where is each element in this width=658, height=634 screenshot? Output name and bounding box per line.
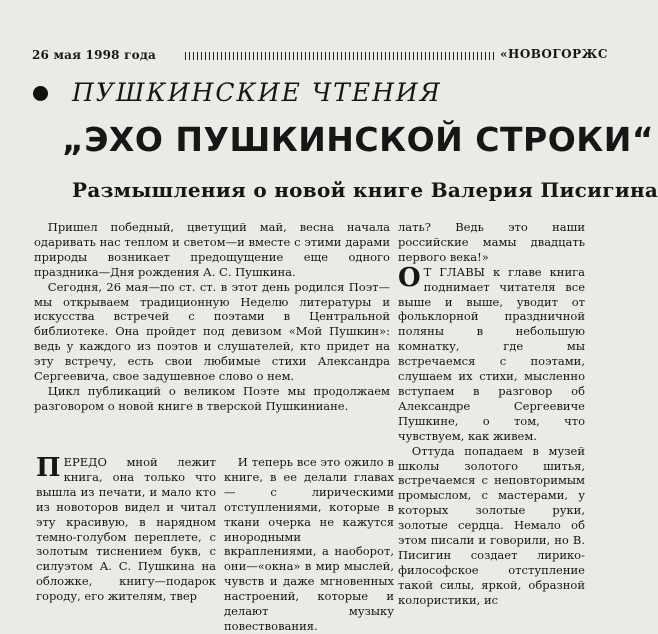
right-paragraph-1: лать? Ведь это наши российские мамы двадцать первого века!» xyxy=(398,220,585,264)
top-margin xyxy=(0,0,602,44)
right-paragraph-2-text: Т ГЛАВЫ к главе книга поднимает читателя все выше и выше, уводит от фольклорной праздничной поляны в небольшую комнатку, где мы встречаемся с поэтами, слушаем их стихи, мысленно вступаем в разговор об Александре Сергеевиче Пушкине, о том, что чувствуем, как живем. xyxy=(398,264,585,443)
article-title: „ЭХО ПУШКИНСКОЙ СТРОКИ“ xyxy=(62,120,655,159)
middle-body-paragraph: И теперь все это ожило в книге, в ее делали главах — с лирическими отступлениями, которые в ткани очерка не кажутся инородными вкраплениями, а наоборот, они—«окна» в мир мыслей, чувств и даже мгновенных настроений, которые и делают музыку повествования. xyxy=(224,455,394,633)
issue-date: 26 мая 1998 года xyxy=(32,48,157,62)
bullet-icon xyxy=(33,86,48,101)
left-body-column xyxy=(36,455,216,604)
middle-body-column xyxy=(224,455,394,634)
intro-paragraph-2: Сегодня, 26 мая—по ст. ст. в этот день родился Поэт— мы открываем традиционную Неделю литературы и искусства встречей с поэтами в Центральной библиотеке. Она пройдет под девизом «Мой Пушкин»: ведь у каждого из поэтов и слушателей, кто придет на эту встречу, есть свои любимые стихи Александра Сергеевича, свое задушевное слово о нем. xyxy=(34,279,390,384)
drop-cap-p: П xyxy=(36,453,61,483)
left-body-paragraph xyxy=(36,455,216,604)
section-rubric: ПУШКИНСКИЕ ЧТЕНИЯ xyxy=(72,78,442,107)
intro-paragraph-3: Цикл публикаций о великом Поэте мы продолжаем разговором о новой книге в тверской Пушкиниане. xyxy=(34,383,390,413)
intro-column xyxy=(34,220,390,414)
right-column xyxy=(398,220,585,608)
newspaper-masthead: «НОВОГОРЖС xyxy=(500,47,608,61)
drop-cap-o: О xyxy=(398,262,421,293)
left-body-text: ЕРЕДО мной лежит книга, она только что вышла из печати, и мало кто из новоторов видел и читал эту красивую, в нарядном темно-голубом переплете, с золотым тиснением букв, с силуэтом А. С. Пушкина на обложке, книгу—подарок городу, его жителям, твер xyxy=(36,455,216,604)
right-paragraph-3: Оттуда попадаем в музей школы золотого шитья, встречаемся с неповторимым промыслом, с мастерами, у которых золотые руки, золотые сердца. Немало об этом писали и говорили, но В. Писигин создает лирико-философское отступление такой силы, яркой, образной колористики, ис xyxy=(398,443,585,607)
header-rule xyxy=(185,52,497,60)
right-paragraph-2 xyxy=(398,262,585,444)
article-subtitle: Размышления о новой книге Валерия Писигина xyxy=(72,178,658,202)
intro-paragraph-1: Пришел победный, цветущий май, весна начала одаривать нас теплом и светом—и вместе с этими дарами природы возникает предощущение еще одного праздника—Дня рождения А. С. Пушкина. xyxy=(34,220,390,279)
